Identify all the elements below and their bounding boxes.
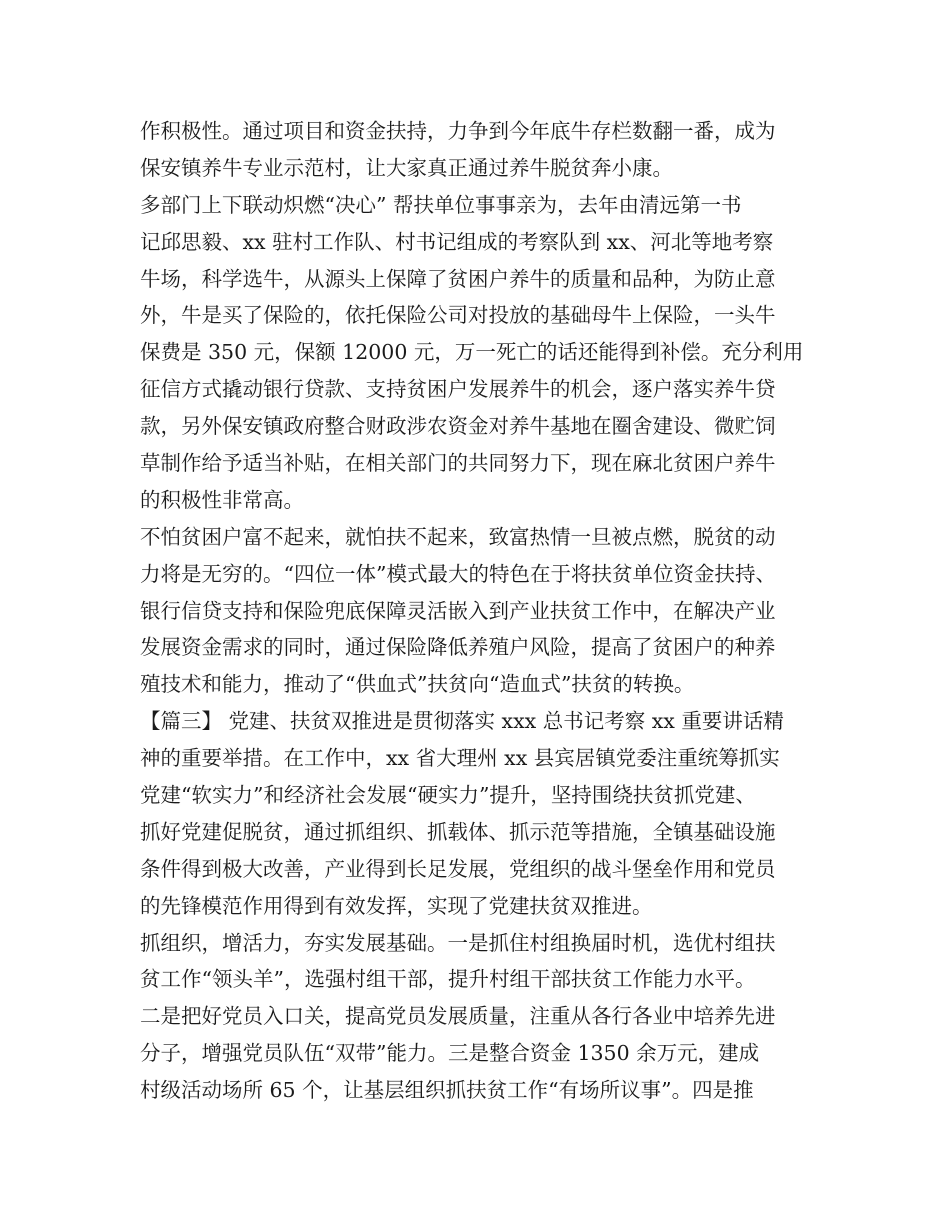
text-line: 保安镇养牛专业示范村，让大家真正通过养牛脱贫奔小康。 <box>140 155 673 180</box>
body-text <box>140 113 830 1109</box>
text-line: 条件得到极大改善，产业得到长足发展，党组织的战斗堡垒作用和党员 <box>140 856 776 881</box>
text-line: 力将是无穷的。“四位一体”模式最大的特色在于将扶贫单位资金扶持、 <box>140 561 776 586</box>
text-line: 外，牛是买了保险的，依托保险公司对投放的基础母牛上保险，一头牛 <box>140 303 776 328</box>
text-line: 党建“软实力”和经济社会发展“硬实力”提升，坚持围绕扶贫抓党建、 <box>140 783 756 808</box>
text-line: 草制作给予适当补贴，在相关部门的共同努力下，现在麻北贫困户养牛 <box>140 451 776 476</box>
text-line: 作积极性。通过项目和资金扶持，力争到今年底牛存栏数翻一番，成为 <box>140 119 776 143</box>
text-line: 多部门上下联动炽燃“决心” 帮扶单位事事亲为，去年由清远第一书 <box>140 192 742 217</box>
text-line: 记邱思毅、xx 驻村工作队、村书记组成的考察队到 xx、河北等地考察 <box>140 229 774 254</box>
text-line: 神的重要举措。在工作中，xx 省大理州 xx 县宾居镇党委注重统筹抓实 <box>140 746 780 771</box>
text-line: 不怕贫困户富不起来，就怕扶不起来，致富热情一旦被点燃，脱贫的动 <box>140 524 776 549</box>
text-line: 分子，增强党员队伍“双带”能力。三是整合资金 1350 余万元，建成 <box>140 1041 760 1066</box>
text-line: 贫工作“领头羊”，选强村组干部，提升村组干部扶贫工作能力水平。 <box>140 967 756 992</box>
text-line: 款，另外保安镇政府整合财政涉农资金对养牛基地在圈舍建设、微贮饲 <box>140 414 776 439</box>
text-line: 牛场，科学选牛，从源头上保障了贫困户养牛的质量和品种，为防止意 <box>140 266 776 291</box>
text-line: 银行信贷支持和保险兜底保障灵活嵌入到产业扶贫工作中，在解决产业 <box>140 598 776 623</box>
text-line: 征信方式撬动银行贷款、支持贫困户发展养牛的机会，逐户落实养牛贷 <box>140 377 776 402</box>
text-line: 的先锋模范作用得到有效发挥，实现了党建扶贫双推进。 <box>140 893 653 918</box>
text-line: 村级活动场所 65 个，让基层组织抓扶贫工作“有场所议事”。四是推 <box>140 1078 754 1103</box>
text-line: 保费是 350 元，保额 12000 元，万一死亡的话还能得到补偿。充分利用 <box>140 340 804 365</box>
text-line: 二是把好党员入口关，提高党员发展质量，注重从各行各业中培养先进 <box>140 1004 776 1029</box>
text-line: 【篇三】 党建、扶贫双推进是贯彻落实 xxx 总书记考察 xx 重要讲话精 <box>140 709 784 734</box>
text-line: 抓组织，增活力，夯实发展基础。一是抓住村组换届时机，选优村组扶 <box>140 930 776 955</box>
text-line: 发展资金需求的同时，通过保险降低养殖户风险，提高了贫困户的种养 <box>140 635 776 660</box>
text-line: 殖技术和能力，推动了“供血式”扶贫向“造血式”扶贫的转换。 <box>140 672 695 697</box>
text-line: 抓好党建促脱贫，通过抓组织、抓载体、抓示范等措施，全镇基础设施 <box>140 819 776 844</box>
text-line: 的积极性非常高。 <box>140 487 304 512</box>
